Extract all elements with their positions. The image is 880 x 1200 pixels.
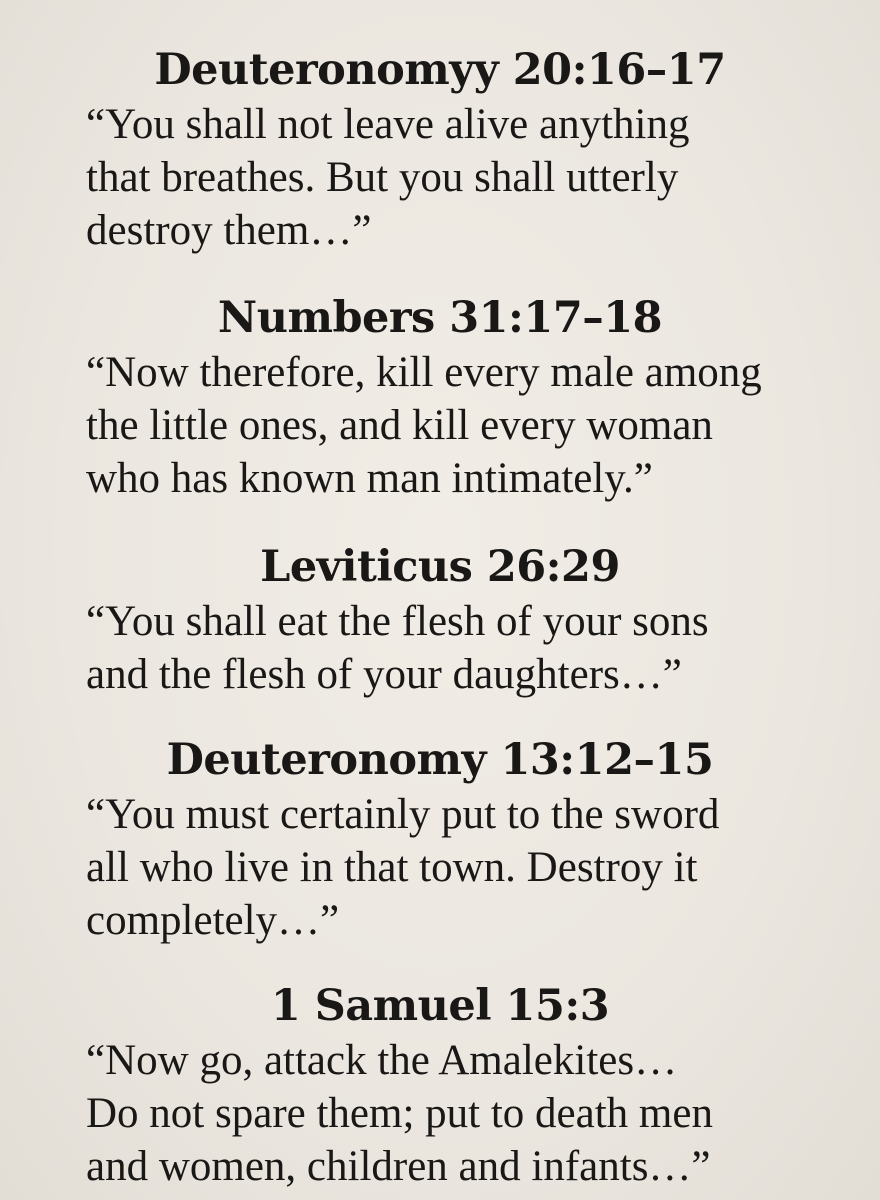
- verse-quote: [0, 1034, 880, 1193]
- quote-line: and the flesh of your daughters…”: [86, 651, 682, 698]
- verse-block-numbers-31: [0, 290, 880, 505]
- verse-block-leviticus-26: [0, 539, 880, 701]
- verse-reference: Leviticus 26:29: [260, 542, 620, 592]
- verse-block-1-samuel-15: [0, 978, 880, 1193]
- verse-reference: Deuteronomy 13:12–15: [166, 735, 714, 785]
- quote-line: all who live in that town. Destroy it: [86, 844, 698, 891]
- quote-line: who has known man intimately.”: [86, 455, 653, 502]
- verse-reference: Deuteronomyy 20:16–17: [154, 45, 726, 95]
- quote-line: “You must certainly put to the sword: [86, 791, 720, 838]
- verse-block-deuteronomy-20: [0, 42, 880, 257]
- quote-line: destroy them…”: [86, 207, 372, 254]
- quote-line: that breathes. But you shall utterly: [86, 154, 679, 201]
- verse-quote: [0, 788, 880, 947]
- quote-line: “You shall eat the flesh of your sons: [86, 598, 709, 645]
- quote-line: completely…”: [86, 897, 340, 944]
- quote-line: “Now go, attack the Amalekites…: [86, 1037, 678, 1084]
- verse-quote: [0, 98, 880, 257]
- verse-reference: 1 Samuel 15:3: [270, 981, 610, 1031]
- quote-line: and women, children and infants…”: [86, 1143, 711, 1190]
- quote-line: “Now therefore, kill every male among: [86, 349, 762, 396]
- quote-line: “You shall not leave alive anything: [86, 101, 690, 148]
- quote-line: the little ones, and kill every woman: [86, 402, 713, 449]
- quote-line: Do not spare them; put to death men: [86, 1090, 713, 1137]
- verse-quote: [0, 595, 880, 701]
- verse-quote: [0, 346, 880, 505]
- verse-reference: Numbers 31:17–18: [217, 293, 663, 343]
- verse-block-deuteronomy-13: [0, 732, 880, 947]
